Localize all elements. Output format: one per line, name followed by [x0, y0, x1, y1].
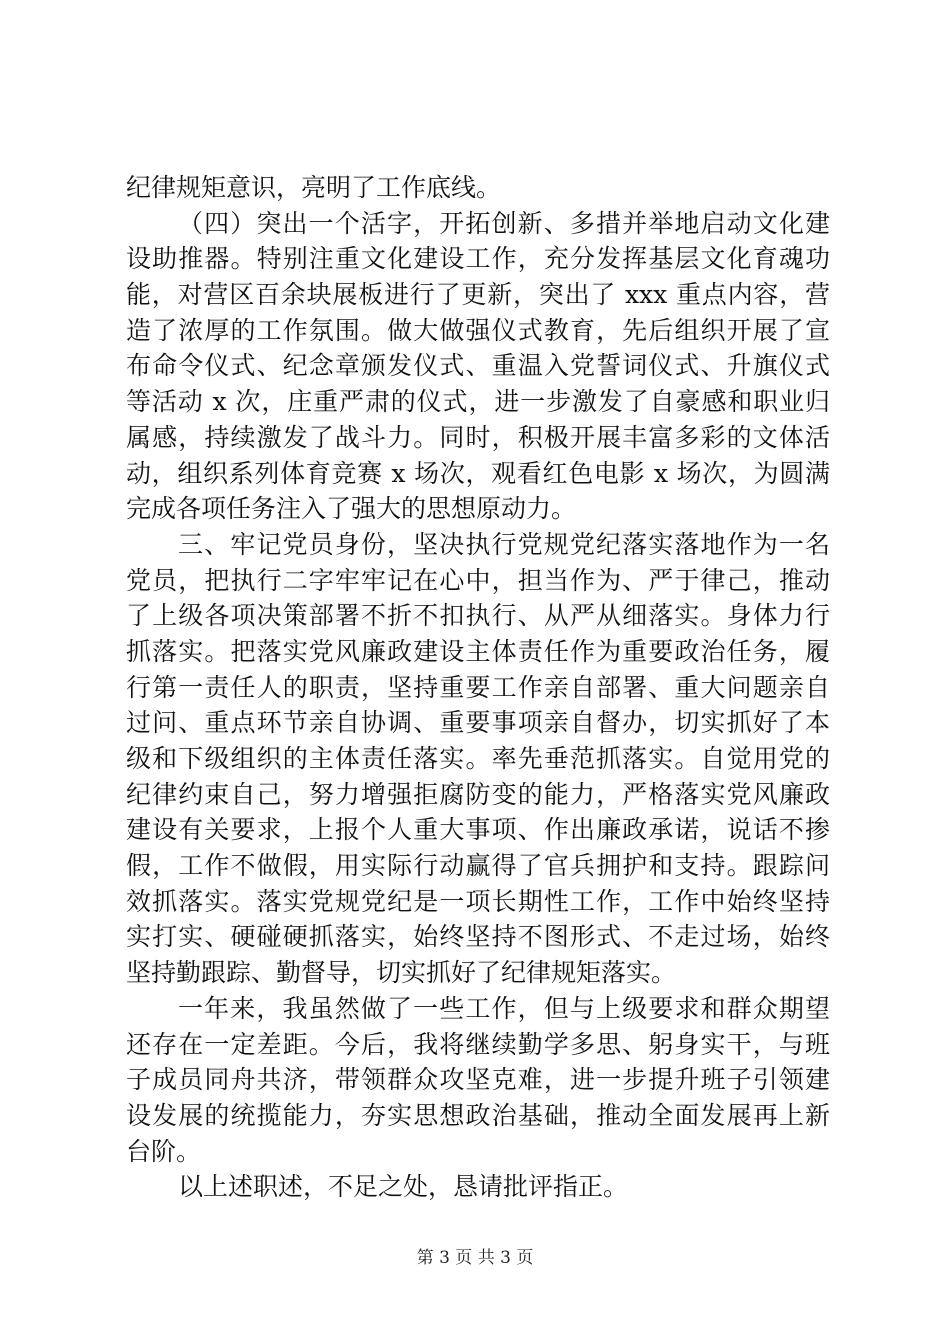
text-line: 三、牢记党员身份，坚决执行党规党纪落实落地作为一名: [178, 529, 830, 559]
text-line: 动，组织系列体育竞赛 x 场次，观看红色电影 x 场次，为圆满: [126, 458, 830, 488]
text-line: 假，工作不做假，用实际行动赢得了官兵拥护和支持。跟踪问: [126, 851, 830, 881]
text-line: 布命令仪式、纪念章颁发仪式、重温入党誓词仪式、升旗仪式: [126, 351, 830, 381]
text-line: 还存在一定差距。今后，我将继续勤学多思、躬身实干，与班: [126, 1029, 830, 1059]
text-line: 纪律约束自己，努力增强拒腐防变的能力，严格落实党风廉政: [126, 779, 830, 809]
text-line: 设发展的统揽能力，夯实思想政治基础，推动全面发展再上新: [126, 1100, 830, 1130]
text-line: 完成各项任务注入了强大的思想原动力。: [126, 494, 577, 524]
text-line: 台阶。: [126, 1136, 202, 1166]
text-line: 实打实、硬碰硬抓落实，始终坚持不图形式、不走过场，始终: [126, 922, 830, 952]
text-line: 造了浓厚的工作氛围。做大做强仪式教育，先后组织开展了宣: [126, 315, 830, 345]
text-line: 效抓落实。落实党规党纪是一项长期性工作，工作中始终坚持: [126, 886, 830, 916]
text-line: 抓落实。把落实党风廉政建设主体责任作为重要政治任务，履: [126, 636, 830, 666]
text-line: 设助推器。特别注重文化建设工作，充分发挥基层文化育魂功: [126, 244, 830, 274]
text-line: 等活动 x 次，庄重严肃的仪式，进一步激发了自豪感和职业归: [126, 387, 830, 417]
text-line: 纪律规矩意识，亮明了工作底线。: [126, 173, 502, 202]
text-line: 过问、重点环节亲自协调、重要事项亲自督办，切实抓好了本: [126, 708, 830, 738]
text-line: 能，对营区百余块展板进行了更新，突出了 xxx 重点内容，营: [126, 280, 830, 310]
text-line: 一年来，我虽然做了一些工作，但与上级要求和群众期望: [178, 993, 830, 1023]
text-line: 级和下级组织的主体责任落实。率先垂范抓落实。自觉用党的: [126, 744, 830, 773]
text-line: 属感，持续激发了战斗力。同时，积极开展丰富多彩的文体活: [126, 422, 830, 452]
text-line: 坚持勤跟踪、勤督导，切实抓好了纪律规矩落实。: [126, 958, 677, 988]
document-body: [126, 170, 830, 1205]
text-line: 以上述职述，不足之处，恳请批评指正。: [178, 1172, 629, 1202]
page-number-footer: 第 3 页 共 3 页: [416, 1248, 534, 1268]
text-line: 了上级各项决策部署不折不扣执行、从严从细落实。身体力行: [126, 601, 830, 631]
text-line: 行第一责任人的职责，坚持重要工作亲自部署、重大问题亲自: [126, 672, 830, 702]
text-line: （四）突出一个活字，开拓创新、多措并举地启动文化建: [178, 208, 830, 238]
text-line: 子成员同舟共济，带领群众攻坚克难，进一步提升班子引领建: [126, 1065, 830, 1095]
text-line: 党员，把执行二字牢牢记在心中，担当作为、严于律己，推动: [126, 565, 830, 595]
text-line: 建设有关要求，上报个人重大事项、作出廉政承诺，说话不掺: [126, 815, 830, 845]
